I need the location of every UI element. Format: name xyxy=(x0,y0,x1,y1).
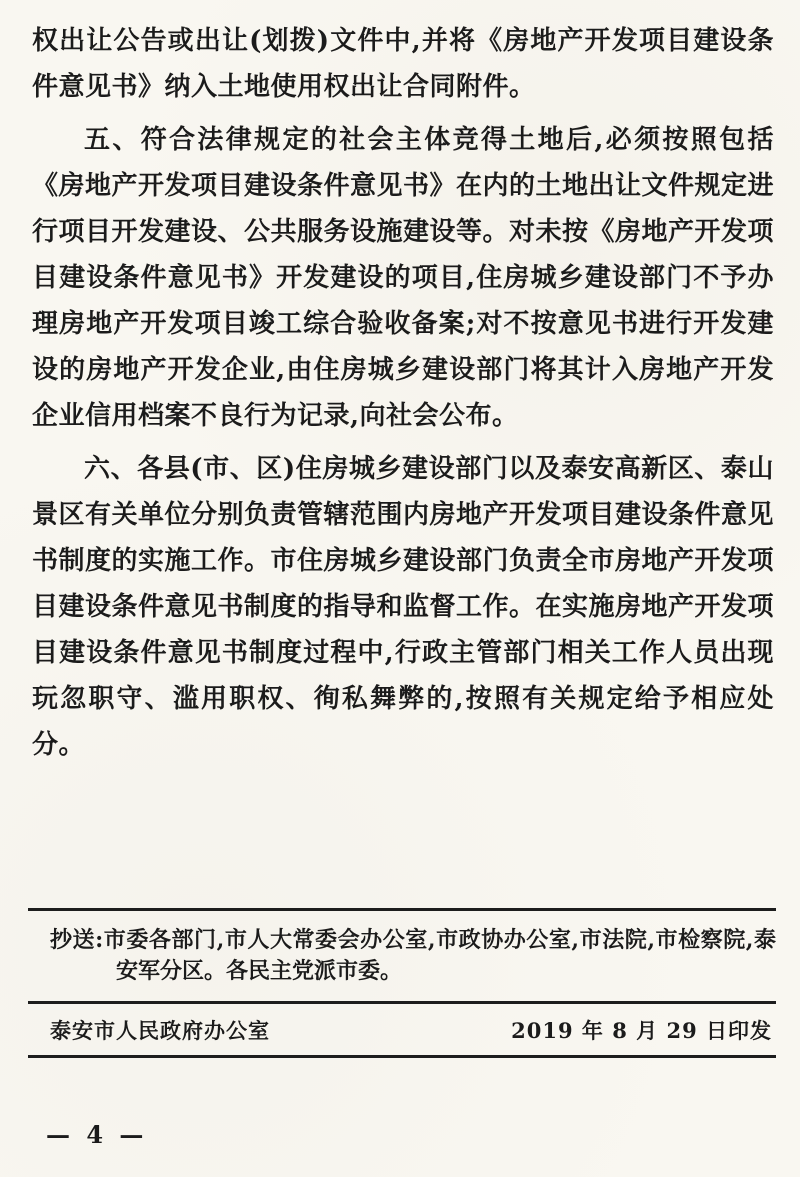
document-body xyxy=(32,18,774,775)
print-date: 2019 年 8 月 29 日印发 xyxy=(511,1017,772,1043)
copy-to-recipients: 市委各部门,市人大常委会办公室,市政协办公室,市法院,市检察院,泰安军分区。各民主党派市委。 xyxy=(103,927,776,984)
issuing-office: 泰安市人民政府办公室 xyxy=(50,1017,270,1043)
imprint-section xyxy=(28,1004,776,1058)
copy-to-section xyxy=(28,908,776,1004)
copy-to-line xyxy=(50,925,776,987)
page-number: — 4 — xyxy=(46,1120,148,1149)
body-paragraph-continuation: 权出让公告或出让(划拨)文件中,并将《房地产开发项目建设条件意见书》纳入土地使用权出让合同附件。 xyxy=(32,26,774,102)
body-paragraph-item-6: 六、各县(市、区)住房城乡建设部门以及泰安高新区、泰山景区有关单位分别负责管辖范围内房地产开发项目建设条件意见书制度的实施工作。市住房城乡建设部门负责全市房地产开发项目建设条件意见书制度的指导和监督工作。在实施房地产开发项目建设条件意见书制度过程中,行政主管部门相关工作人员出现玩忽职守、滥用职权、徇私舞弊的,按照有关规定给予相应处分。 xyxy=(32,454,775,760)
copy-to-label: 抄送: xyxy=(50,927,104,953)
body-paragraph-item-5: 五、符合法律规定的社会主体竞得土地后,必须按照包括《房地产开发项目建设条件意见书》在内的土地出让文件规定进行项目开发建设、公共服务设施建设等。对未按《房地产开发项目建设条件意见书》开发建设的项目,住房城乡建设部门不予办理房地产开发项目竣工综合验收备案;对不按意见书进行开发建设的房地产开发企业,由住房城乡建设部门将其计入房地产开发企业信用档案不良行为记录,向社会公布。 xyxy=(32,125,775,431)
